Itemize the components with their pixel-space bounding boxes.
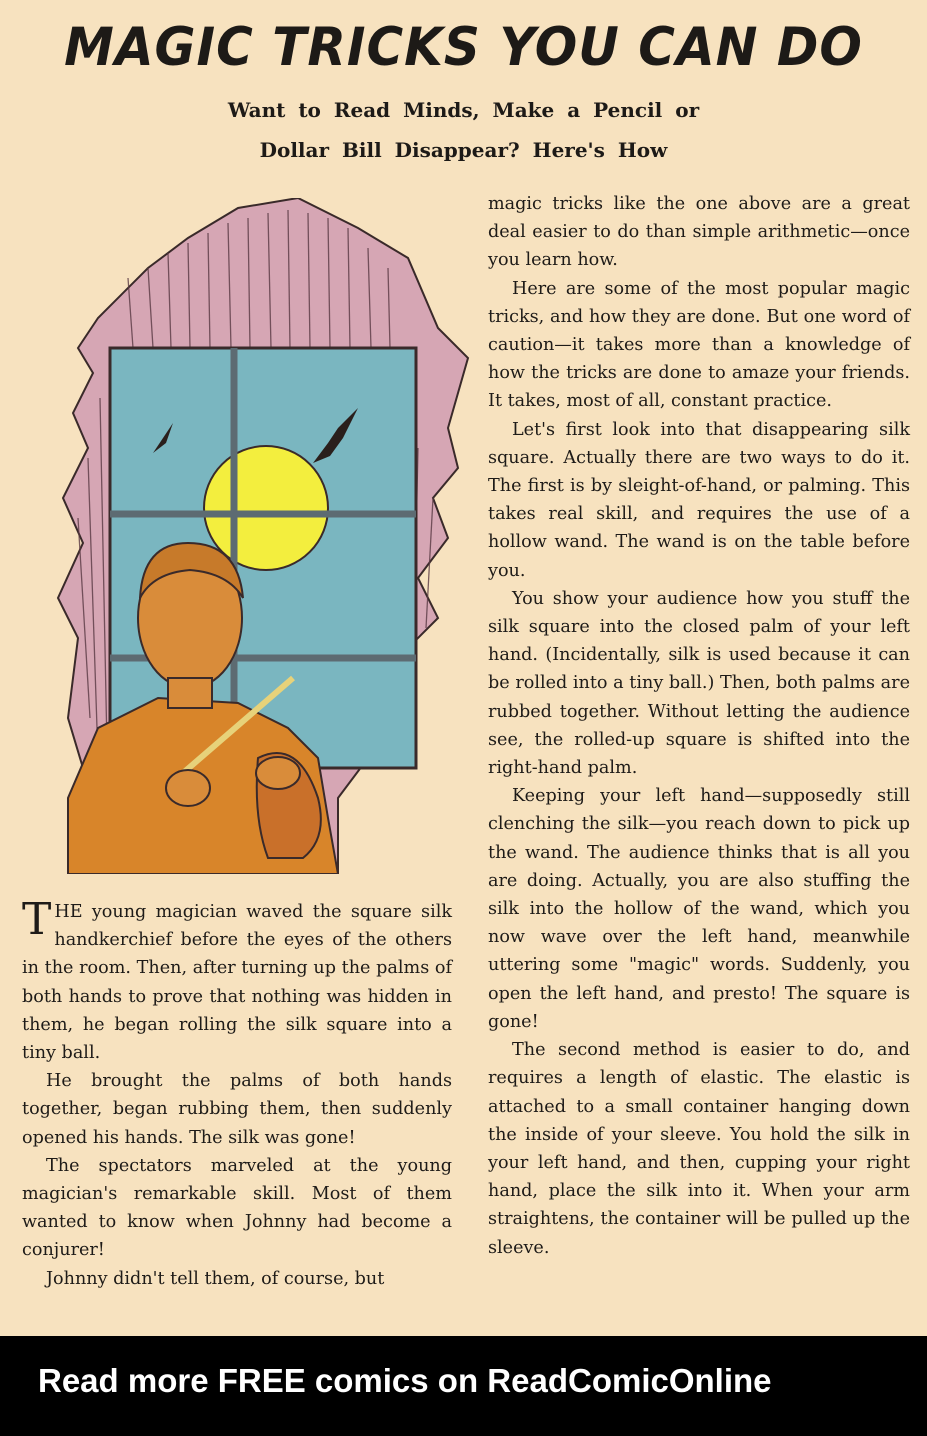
paragraph: THE young magician waved the square silk handkerchief before the eyes of the others in the room. Then, after turning up the palms of both hands to prove that nothing was hidden in them, he began rolling the silk square into a tiny ball.: [22, 894, 452, 1064]
paragraph: The second method is easier to do, and requires a length of elastic. The elastic is attached to a small container hanging down the inside of your sleeve. You hold the silk in your left hand, and then, cupping your right hand, place the silk into it. When your arm straightens, the container will be pulled up the sleeve.: [488, 1040, 910, 1258]
paragraph: magic tricks like the one above are a great deal easier to do than simple arithmetic—once you learn how.: [488, 194, 910, 271]
drop-cap: T: [22, 894, 52, 945]
paragraph: Johnny didn't tell them, of course, but: [46, 1268, 385, 1289]
page-title: MAGIC TRICKS YOU CAN DO: [64, 16, 863, 78]
subtitle-line-2: Dollar Bill Disappear? Here's How: [259, 138, 668, 162]
magician-illustration: [38, 198, 474, 874]
paragraph: Let's first look into that disappearing silk square. Actually there are two ways to do it. The first is by sleight-of-hand, or palming. This takes real skill, and requires the use of a hollow wand. The wand is on the table before you.: [488, 419, 910, 581]
moon: [204, 446, 328, 570]
paragraph: He brought the palms of both hands together, began rubbing them, then suddenly opened his hands. The silk was gone!: [22, 1071, 452, 1148]
left-text-column: [22, 894, 452, 1293]
paragraph: The spectators marveled at the young magician's remarkable skill. Most of them wanted to know when Johnny had become a conjurer!: [22, 1155, 452, 1261]
footer-link[interactable]: Read more FREE comics on ReadComicOnline: [38, 1362, 772, 1399]
paragraph: Keeping your left hand—supposedly still clenching the silk—you reach down to pick up the wand. The audience thinks that is all you are doing. Actually, you are also stuffing the silk into the hollow of the wand, which you now wave over the left hand, meanwhile uttering some "magic" words. Suddenly, you open the left hand, and presto! The square is gone!: [488, 786, 910, 1032]
paragraph: You show your audience how you stuff the silk square into the closed palm of your left hand. (Incidentally, silk is used because it can be rolled into a tiny ball.) Then, both palms are rubbed together. Without letting the audience see, the rolled-up square is shifted into the right-hand palm.: [488, 588, 910, 779]
paragraph: Here are some of the most popular magic tricks, and how they are done. But one word of caution—it takes more than a knowledge of how the tricks are done to amaze your friends. It takes, most of all, constant practice.: [488, 278, 910, 412]
right-text-column: [488, 190, 910, 1262]
subtitle-line-1: Want to Read Minds, Make a Pencil or: [227, 98, 700, 122]
